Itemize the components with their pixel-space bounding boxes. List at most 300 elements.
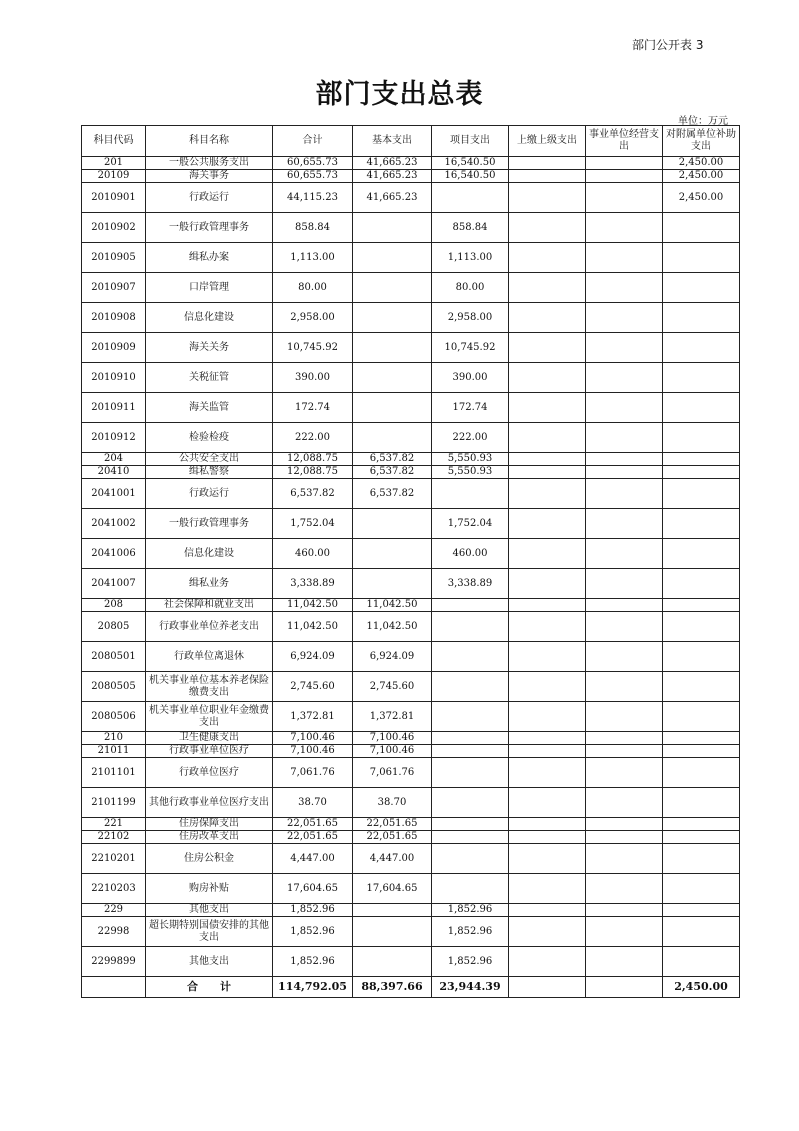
cell-upper — [509, 466, 586, 479]
cell-name: 信息化建设 — [146, 303, 273, 333]
cell-total: 1,113.00 — [273, 243, 353, 273]
cell-subsidy — [663, 702, 740, 732]
cell-basic — [353, 363, 432, 393]
cell-total: 7,100.46 — [273, 732, 353, 745]
cell-subsidy — [663, 818, 740, 831]
table-row — [82, 363, 740, 393]
cell-code: 2041001 — [82, 479, 146, 509]
cell-upper — [509, 363, 586, 393]
cell-name: 行政事业单位养老支出 — [146, 612, 273, 642]
table-row — [82, 702, 740, 732]
cell-total: 60,655.73 — [273, 170, 353, 183]
cell-project: 390.00 — [432, 363, 509, 393]
cell-business — [586, 423, 663, 453]
header-subsidy: 对附属单位补助支出 — [663, 126, 740, 157]
cell-subsidy — [663, 569, 740, 599]
cell-business — [586, 672, 663, 702]
cell-project — [432, 788, 509, 818]
cell-business — [586, 702, 663, 732]
cell-name: 缉私业务 — [146, 569, 273, 599]
cell-name: 信息化建设 — [146, 539, 273, 569]
cell-name: 住房改革支出 — [146, 831, 273, 844]
cell-upper — [509, 157, 586, 170]
cell-subsidy — [663, 758, 740, 788]
cell-name: 关税征管 — [146, 363, 273, 393]
total-upper — [509, 977, 586, 998]
cell-subsidy — [663, 303, 740, 333]
table-body — [82, 157, 740, 977]
cell-subsidy — [663, 672, 740, 702]
table-row — [82, 539, 740, 569]
cell-project — [432, 818, 509, 831]
cell-basic: 41,665.23 — [353, 170, 432, 183]
header-code: 科目代码 — [82, 126, 146, 157]
cell-subsidy — [663, 333, 740, 363]
header-business: 事业单位经营支出 — [586, 126, 663, 157]
cell-project: 5,550.93 — [432, 466, 509, 479]
cell-subsidy — [663, 917, 740, 947]
cell-business — [586, 509, 663, 539]
cell-upper — [509, 303, 586, 333]
table-row — [82, 745, 740, 758]
header-total: 合计 — [273, 126, 353, 157]
total-code — [82, 977, 146, 998]
total-basic: 88,397.66 — [353, 977, 432, 998]
cell-subsidy — [663, 243, 740, 273]
cell-basic: 38.70 — [353, 788, 432, 818]
cell-project — [432, 612, 509, 642]
cell-name: 一般行政管理事务 — [146, 213, 273, 243]
cell-name: 社会保障和就业支出 — [146, 599, 273, 612]
cell-basic: 6,924.09 — [353, 642, 432, 672]
cell-project: 172.74 — [432, 393, 509, 423]
table-row — [82, 213, 740, 243]
cell-total: 17,604.65 — [273, 874, 353, 904]
cell-total: 1,852.96 — [273, 904, 353, 917]
cell-upper — [509, 453, 586, 466]
cell-total: 390.00 — [273, 363, 353, 393]
cell-business — [586, 599, 663, 612]
cell-subsidy — [663, 732, 740, 745]
cell-business — [586, 732, 663, 745]
cell-code: 229 — [82, 904, 146, 917]
cell-project: 1,113.00 — [432, 243, 509, 273]
cell-basic — [353, 947, 432, 977]
cell-project — [432, 844, 509, 874]
table-row — [82, 243, 740, 273]
cell-project — [432, 745, 509, 758]
cell-code: 2010908 — [82, 303, 146, 333]
table-row — [82, 170, 740, 183]
cell-business — [586, 273, 663, 303]
cell-project — [432, 874, 509, 904]
cell-code: 2010901 — [82, 183, 146, 213]
cell-business — [586, 393, 663, 423]
cell-total: 11,042.50 — [273, 599, 353, 612]
cell-business — [586, 745, 663, 758]
cell-total: 38.70 — [273, 788, 353, 818]
cell-subsidy — [663, 612, 740, 642]
cell-code: 204 — [82, 453, 146, 466]
cell-code: 2010912 — [82, 423, 146, 453]
cell-business — [586, 170, 663, 183]
cell-basic — [353, 303, 432, 333]
cell-basic: 7,061.76 — [353, 758, 432, 788]
table-row — [82, 758, 740, 788]
cell-code: 22102 — [82, 831, 146, 844]
cell-upper — [509, 213, 586, 243]
table-row — [82, 509, 740, 539]
cell-upper — [509, 758, 586, 788]
cell-business — [586, 818, 663, 831]
cell-basic: 7,100.46 — [353, 732, 432, 745]
cell-upper — [509, 874, 586, 904]
cell-project — [432, 183, 509, 213]
cell-code: 22998 — [82, 917, 146, 947]
cell-basic — [353, 273, 432, 303]
cell-basic — [353, 904, 432, 917]
cell-upper — [509, 273, 586, 303]
cell-code: 20410 — [82, 466, 146, 479]
cell-basic — [353, 243, 432, 273]
expenditure-table — [81, 125, 740, 998]
table-row — [82, 393, 740, 423]
cell-business — [586, 363, 663, 393]
cell-upper — [509, 539, 586, 569]
table-row — [82, 599, 740, 612]
cell-total: 4,447.00 — [273, 844, 353, 874]
cell-project — [432, 702, 509, 732]
page-title: 部门支出总表 — [315, 79, 484, 110]
cell-upper — [509, 393, 586, 423]
cell-total: 22,051.65 — [273, 831, 353, 844]
cell-name: 其他支出 — [146, 947, 273, 977]
cell-total: 11,042.50 — [273, 612, 353, 642]
cell-project: 1,852.96 — [432, 947, 509, 977]
cell-upper — [509, 818, 586, 831]
cell-code: 20805 — [82, 612, 146, 642]
cell-total: 3,338.89 — [273, 569, 353, 599]
table-row — [82, 157, 740, 170]
cell-project: 1,852.96 — [432, 917, 509, 947]
cell-code: 2041007 — [82, 569, 146, 599]
cell-name: 行政事业单位医疗 — [146, 745, 273, 758]
cell-code: 201 — [82, 157, 146, 170]
cell-subsidy — [663, 788, 740, 818]
cell-upper — [509, 642, 586, 672]
cell-total: 222.00 — [273, 423, 353, 453]
cell-subsidy: 2,450.00 — [663, 157, 740, 170]
table-row — [82, 273, 740, 303]
table-row — [82, 303, 740, 333]
cell-name: 公共安全支出 — [146, 453, 273, 466]
cell-code: 2210203 — [82, 874, 146, 904]
total-total: 114,792.05 — [273, 977, 353, 998]
table-row — [82, 672, 740, 702]
cell-subsidy — [663, 831, 740, 844]
cell-subsidy — [663, 393, 740, 423]
cell-subsidy — [663, 423, 740, 453]
cell-subsidy — [663, 844, 740, 874]
table-row — [82, 917, 740, 947]
cell-name: 超长期特别国债安排的其他支出 — [146, 917, 273, 947]
cell-code: 221 — [82, 818, 146, 831]
table-row — [82, 732, 740, 745]
table-row — [82, 844, 740, 874]
cell-name: 其他支出 — [146, 904, 273, 917]
cell-business — [586, 758, 663, 788]
cell-business — [586, 788, 663, 818]
cell-business — [586, 844, 663, 874]
cell-total: 7,061.76 — [273, 758, 353, 788]
cell-business — [586, 453, 663, 466]
cell-code: 2101101 — [82, 758, 146, 788]
cell-basic: 6,537.82 — [353, 479, 432, 509]
cell-basic — [353, 917, 432, 947]
cell-basic: 41,665.23 — [353, 183, 432, 213]
cell-business — [586, 642, 663, 672]
cell-upper — [509, 612, 586, 642]
cell-code: 21011 — [82, 745, 146, 758]
cell-basic: 6,537.82 — [353, 466, 432, 479]
cell-project — [432, 672, 509, 702]
table-row — [82, 874, 740, 904]
cell-subsidy: 2,450.00 — [663, 183, 740, 213]
cell-upper — [509, 702, 586, 732]
cell-code: 2010905 — [82, 243, 146, 273]
cell-upper — [509, 170, 586, 183]
cell-name: 海关关务 — [146, 333, 273, 363]
cell-upper — [509, 479, 586, 509]
cell-basic: 17,604.65 — [353, 874, 432, 904]
cell-upper — [509, 672, 586, 702]
cell-business — [586, 333, 663, 363]
cell-name: 行政运行 — [146, 479, 273, 509]
cell-project — [432, 642, 509, 672]
cell-code: 210 — [82, 732, 146, 745]
cell-business — [586, 243, 663, 273]
cell-code: 2080506 — [82, 702, 146, 732]
cell-basic: 22,051.65 — [353, 831, 432, 844]
total-row — [82, 977, 740, 998]
cell-project: 2,958.00 — [432, 303, 509, 333]
cell-basic — [353, 539, 432, 569]
cell-project — [432, 479, 509, 509]
cell-upper — [509, 904, 586, 917]
cell-business — [586, 479, 663, 509]
cell-subsidy — [663, 874, 740, 904]
cell-total: 12,088.75 — [273, 466, 353, 479]
cell-upper — [509, 745, 586, 758]
table-row — [82, 423, 740, 453]
cell-code: 2010907 — [82, 273, 146, 303]
cell-upper — [509, 243, 586, 273]
cell-subsidy — [663, 363, 740, 393]
table-row — [82, 183, 740, 213]
cell-name: 缉私办案 — [146, 243, 273, 273]
cell-upper — [509, 732, 586, 745]
cell-name: 机关事业单位基本养老保险缴费支出 — [146, 672, 273, 702]
cell-basic: 7,100.46 — [353, 745, 432, 758]
cell-business — [586, 157, 663, 170]
cell-code: 2210201 — [82, 844, 146, 874]
cell-total: 2,958.00 — [273, 303, 353, 333]
cell-code: 2041006 — [82, 539, 146, 569]
cell-upper — [509, 569, 586, 599]
cell-name: 其他行政事业单位医疗支出 — [146, 788, 273, 818]
cell-subsidy — [663, 213, 740, 243]
header-basic: 基本支出 — [353, 126, 432, 157]
table-row — [82, 453, 740, 466]
cell-business — [586, 612, 663, 642]
cell-basic: 22,051.65 — [353, 818, 432, 831]
table-row — [82, 466, 740, 479]
cell-subsidy — [663, 539, 740, 569]
total-business — [586, 977, 663, 998]
cell-project: 80.00 — [432, 273, 509, 303]
cell-code: 2080501 — [82, 642, 146, 672]
table-row — [82, 947, 740, 977]
cell-upper — [509, 183, 586, 213]
cell-code: 2010910 — [82, 363, 146, 393]
cell-upper — [509, 947, 586, 977]
cell-upper — [509, 509, 586, 539]
cell-project: 16,540.50 — [432, 157, 509, 170]
cell-upper — [509, 599, 586, 612]
cell-project: 5,550.93 — [432, 453, 509, 466]
cell-name: 口岸管理 — [146, 273, 273, 303]
cell-upper — [509, 831, 586, 844]
cell-total: 1,852.96 — [273, 947, 353, 977]
cell-business — [586, 874, 663, 904]
cell-subsidy — [663, 599, 740, 612]
cell-code: 2299899 — [82, 947, 146, 977]
cell-total: 858.84 — [273, 213, 353, 243]
cell-name: 机关事业单位职业年金缴费支出 — [146, 702, 273, 732]
cell-name: 购房补贴 — [146, 874, 273, 904]
cell-business — [586, 904, 663, 917]
cell-name: 一般行政管理事务 — [146, 509, 273, 539]
cell-business — [586, 303, 663, 333]
cell-upper — [509, 788, 586, 818]
cell-name: 行政单位离退休 — [146, 642, 273, 672]
cell-total: 460.00 — [273, 539, 353, 569]
cell-project: 1,852.96 — [432, 904, 509, 917]
cell-business — [586, 947, 663, 977]
cell-basic — [353, 213, 432, 243]
cell-name: 海关事务 — [146, 170, 273, 183]
cell-basic — [353, 569, 432, 599]
cell-business — [586, 917, 663, 947]
cell-upper — [509, 844, 586, 874]
table-header-row — [82, 126, 740, 157]
cell-name: 行政单位医疗 — [146, 758, 273, 788]
cell-code: 2080505 — [82, 672, 146, 702]
cell-upper — [509, 423, 586, 453]
table-row — [82, 904, 740, 917]
cell-business — [586, 831, 663, 844]
cell-subsidy — [663, 947, 740, 977]
table-row — [82, 642, 740, 672]
cell-basic — [353, 333, 432, 363]
cell-subsidy — [663, 509, 740, 539]
cell-project: 1,752.04 — [432, 509, 509, 539]
cell-subsidy — [663, 745, 740, 758]
cell-basic: 6,537.82 — [353, 453, 432, 466]
cell-name: 海关监管 — [146, 393, 273, 423]
cell-business — [586, 213, 663, 243]
cell-basic: 4,447.00 — [353, 844, 432, 874]
cell-total: 1,752.04 — [273, 509, 353, 539]
cell-code: 2010902 — [82, 213, 146, 243]
cell-project — [432, 599, 509, 612]
total-project: 23,944.39 — [432, 977, 509, 998]
cell-total: 2,745.60 — [273, 672, 353, 702]
unit-label: 单位：万元 — [678, 116, 728, 127]
cell-project: 460.00 — [432, 539, 509, 569]
cell-basic — [353, 423, 432, 453]
total-subsidy: 2,450.00 — [663, 977, 740, 998]
cell-subsidy: 2,450.00 — [663, 170, 740, 183]
header-project: 项目支出 — [432, 126, 509, 157]
cell-basic: 1,372.81 — [353, 702, 432, 732]
cell-total: 1,852.96 — [273, 917, 353, 947]
cell-code: 2041002 — [82, 509, 146, 539]
cell-name: 卫生健康支出 — [146, 732, 273, 745]
table-row — [82, 333, 740, 363]
cell-basic — [353, 393, 432, 423]
header-upper: 上缴上级支出 — [509, 126, 586, 157]
cell-name: 住房公积金 — [146, 844, 273, 874]
cell-business — [586, 569, 663, 599]
cell-project: 10,745.92 — [432, 333, 509, 363]
cell-basic — [353, 509, 432, 539]
cell-code: 2010909 — [82, 333, 146, 363]
cell-total: 12,088.75 — [273, 453, 353, 466]
header-name: 科目名称 — [146, 126, 273, 157]
cell-total: 6,924.09 — [273, 642, 353, 672]
cell-total: 10,745.92 — [273, 333, 353, 363]
cell-business — [586, 539, 663, 569]
cell-total: 80.00 — [273, 273, 353, 303]
table-row — [82, 569, 740, 599]
cell-subsidy — [663, 642, 740, 672]
cell-name: 住房保障支出 — [146, 818, 273, 831]
cell-basic: 11,042.50 — [353, 599, 432, 612]
cell-total: 6,537.82 — [273, 479, 353, 509]
cell-project: 858.84 — [432, 213, 509, 243]
page-label: 部门公开表 3 — [632, 38, 704, 52]
cell-total: 44,115.23 — [273, 183, 353, 213]
cell-code: 2010911 — [82, 393, 146, 423]
cell-project — [432, 732, 509, 745]
cell-name: 缉私警察 — [146, 466, 273, 479]
cell-business — [586, 466, 663, 479]
table-row — [82, 788, 740, 818]
cell-project: 222.00 — [432, 423, 509, 453]
cell-total: 22,051.65 — [273, 818, 353, 831]
cell-total: 1,372.81 — [273, 702, 353, 732]
table-row — [82, 479, 740, 509]
cell-upper — [509, 917, 586, 947]
cell-basic: 41,665.23 — [353, 157, 432, 170]
cell-basic: 2,745.60 — [353, 672, 432, 702]
cell-project — [432, 831, 509, 844]
cell-business — [586, 183, 663, 213]
cell-basic: 11,042.50 — [353, 612, 432, 642]
cell-subsidy — [663, 453, 740, 466]
cell-subsidy — [663, 466, 740, 479]
